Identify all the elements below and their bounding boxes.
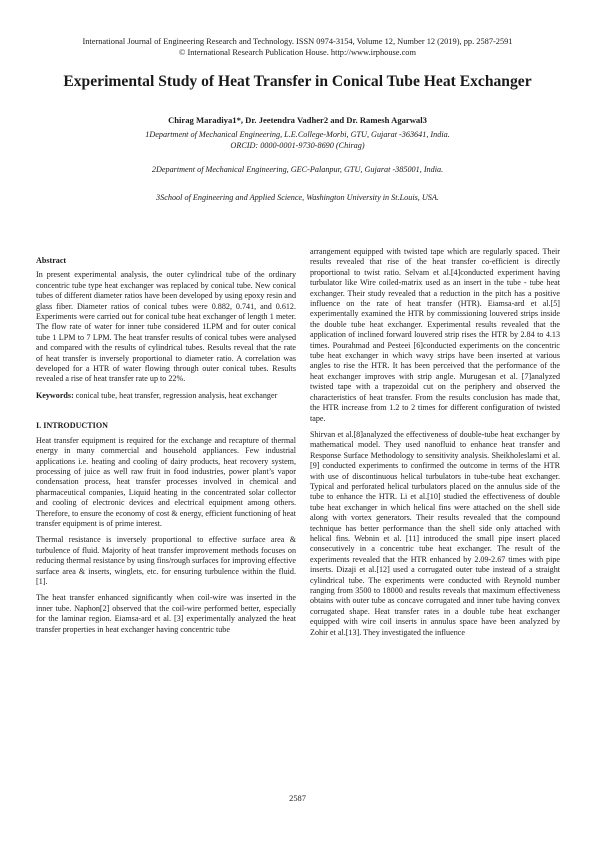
left-column: [36, 256, 296, 641]
page-number: 2587: [289, 794, 306, 803]
author-list: Chirag Maradiya1*, Dr. Jeetendra Vadher2 and Dr. Ramesh Agarwal3: [168, 115, 427, 125]
abstract-heading: Abstract: [36, 256, 67, 265]
journal-header-line-2: © International Research Publication House. http://www.irphouse.com: [178, 48, 416, 57]
journal-header-line-1: International Journal of Engineering Research and Technology. ISSN 0974-3154, Volume 12, Number 12 (2019), pp. 2587-2591: [82, 37, 513, 46]
affiliation-1-orcid: ORCID: 0000-0001-9730-8690 (Chirag): [230, 141, 365, 150]
introduction-heading: I. INTRODUCTION: [36, 421, 108, 431]
paper-title: Experimental Study of Heat Transfer in Conical Tube Heat Exchanger: [63, 73, 532, 90]
right-paragraph-2: Shirvan et al.[8]analyzed the effectiveness of double-tube heat exchanger by mathematical model. They used nanofluid to enhance heat transfer and Response Surface Methodology to sensitivity analysis. Sheikholeslami et al. [9] conducted experiments to confirmed the outcome in terms of the HTR with use of discontinuous helical turbulators in tube-tube heat exchanger. Typical and perforated helical turbulators placed on the annulus side of the tube to enhance the HTR. Li et al.[10] studied the effectiveness of double tube heat exchanger in which helical fins were attached on the shell side along with vortex generators. Their results revealed that the compound technique has better performance than the shell side only attached with helical fins. Webnin et al. [11] introduced the small pipe insert placed consecutively in a concentric tube heat exchanger. The result of the experiments revealed that the HTR enhanced by 2.09-2.67 times with pipe inserts. Dizaji et al.[12] used a corrugated outer tube instead of a straight cylindrical tube. The experiments were conducted with Reynold number ranging from 3500 to 18000 and results reveals that maximum effectiveness obtains with outer tube as concave corrugated and inner tube having convex corrugated shape. Heat transfer rates in a double tube heat exchanger equipped with wire coil inserts in annulus space have been analyzed by Zohir et al.[13]. They investigated the influence: [310, 429, 560, 637]
intro-paragraph-1: Heat transfer equipment is required for the exchange and recapture of thermal energy in many commercial and household appliances. Few industrial applications i.e. heating and cooling of dairy products, heat recovery system, processing of juice as well raw fruit in food industries, power plant’s vapor condensation process, heat transfer processes involved in chemical and pharmaceutical companies, Liquid heating in the concentrated solar collector and cooling of electronic devices and electrical equipment among others. Therefore, to ensure the economy of cost & energy, efficient functioning of heat transfer equipment is of prime interest.: [36, 435, 296, 528]
intro-paragraph-3: The heat transfer enhanced significantly when coil-wire was inserted in the inner tube. Naphon[2] observed that the coil-wire performed better, especially for the laminar region. Eiamsa-ard et al. [3] experimentally analyzed the heat transfer properties in heat exchanger having concentric tube: [36, 593, 296, 634]
affiliation-2: 2Department of Mechanical Engineering, GEC-Palanpur, GTU, Gujarat -385001, India.: [151, 165, 444, 174]
keywords-text: conical tube, heat transfer, regression analysis, heat exchanger: [73, 390, 278, 400]
affiliation-1: 1Department of Mechanical Engineering, L.E.College-Morbi, GTU, Gujarat -363641, India.: [145, 130, 450, 139]
right-paragraph-1: arrangement equipped with twisted tape which are regularly spaced. Their results revealed that rise of the heat transfer co-efficient is directly proportional to twist ratio. Selvam et al.[4]conducted experiment having turbulator like Wire coiled-matrix used as an insert in the tube - tube heat exchanger. Their study revealed that a reduction in the pitch has a positive influence on the rate of heat transfer (HTR). Eiamsa-ard et al.[5] experimentally examined the HTR by commissioning louvered strips inside the double tube heat exchanger. Experimental results revealed that the application of inclined forward louvered strip rises the HTR by 2.84 to 4.13 times. Pourahmad and Pesteei [6]conducted experiments on the concentric tube heat exchanger in which wavy strips have been inserted at various angles to rise the HTR. It has been perceived that the performance of the heat exchanger improves with strip angle. Murugesan et al. [7]analyzed twisted tape with a trapezoidal cut on the periphery and observed the characteristics of heat transfer. From the results conclusion has made that, the HTR increase from 1.2 to 2 times for different configuration of twisted tape.: [310, 247, 560, 423]
keywords-label: Keywords:: [36, 390, 74, 400]
keywords: [36, 391, 296, 401]
intro-paragraph-2: Thermal resistance is inversely proportional to effective surface area & turbulence of fluid. Majority of heat transfer improvement methods focuses on reducing thermal resistance by using fins/rough surfaces for improving effective surface area & inserts, winglets, etc. for ensuring turbulence within the fluid.[1].: [36, 535, 296, 586]
abstract-text: In present experimental analysis, the outer cylindrical tube of the ordinary concentric tube type heat exchanger was replaced by conical tube. New conical tubes of different diameter ratios have been developed by using epoxy resin and glass fiber. Diameter ratios of conical tubes were 0.882, 0.741, and 0.612. Experiments were carried out for conical tube heat exchanger of length 1 meter. The flow rate of water for inner tube considered 1LPM and for outer conical tube 1 LPM to 7 LPM. The heat transfer results of conical tubes were analysed and compared with the results of cylindrical tubes. Results reveal that the rate of heat transfer is inversely proportional to diameter ratio. A correlation was developed for a HTR of water flowing through outer conical tubes. Results revealed a rise of heat transfer rate up to 22%.: [36, 270, 296, 384]
right-column: [310, 247, 560, 644]
affiliation-3: 3School of Engineering and Applied Science, Washington University in St.Louis, USA.: [156, 193, 439, 202]
